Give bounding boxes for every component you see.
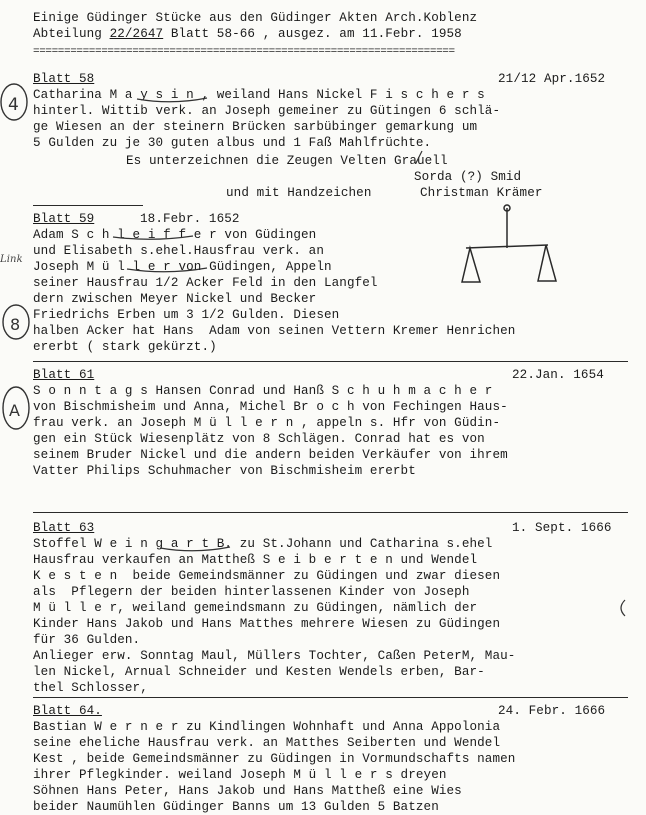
entry-text-line: ihrer Pflegkinder. weiland Joseph M ü l l e r s dreyen (33, 768, 447, 782)
entry-text-line: und Elisabeth s.ehel.Hausfrau verk. an (33, 244, 324, 258)
margin-circle-note (1, 84, 27, 120)
document-title: Einige Güdinger Stücke aus den Güdinger Akten Arch.Koblenz (33, 11, 478, 25)
entry-date-blatt-61: 22.Jan. 1654 (512, 368, 604, 382)
witness-name: Christman Krämer (420, 186, 543, 200)
entry-text-line: ererbt ( stark gekürzt.) (33, 340, 217, 354)
entry-text-line: halben Acker hat Hans Adam von seinen Vettern Kremer Henrichen (33, 324, 516, 338)
margin-note: A (9, 401, 21, 420)
entry-text-line: seinem Bruder Nickel und die andern beiden Verkäufer von ihrem (33, 448, 508, 462)
section-rule (33, 205, 143, 206)
entry-text-line: S o n n t a g s Hansen Conrad und Hanß S c h u h m a c h e r (33, 384, 493, 398)
entry-date-blatt-59: 18.Febr. 1652 (140, 212, 240, 226)
subtitle-suffix: Blatt 58-66 , ausgez. am 11.Febr. 1958 (163, 27, 462, 41)
separator-line: ==================================================================== (33, 46, 455, 58)
entry-heading-blatt-59: Blatt 59 (33, 212, 95, 226)
entry-text-line: als Pflegern der beiden hinterlassenen Kinder von Joseph (33, 585, 470, 599)
entry-text-line: Kinder Hans Jakob und Hans Matthes mehrere Wiesen zu Güdingen (33, 617, 501, 631)
entry-date-blatt-58: 21/12 Apr.1652 (498, 72, 606, 86)
entry-text-line: hinterl. Wittib verk. an Joseph gemeiner zu Gütingen 6 schlä- (33, 104, 501, 118)
entry-text-line: frau verk. an Joseph M ü l l e r n , appeln s. Hfr von Güdin- (33, 416, 501, 430)
handzeichen-text: und mit Handzeichen (226, 186, 372, 200)
entry-text-line: Catharina M a y s i n , weiland Hans Nickel F i s c h e r s (33, 88, 485, 102)
section-rule (33, 512, 628, 513)
entry-text-line: beider Naumühlen Güdinger Banns um 13 Gulden 5 Batzen (33, 800, 439, 814)
margin-circle-note (3, 387, 29, 429)
entry-text-line: Anlieger erw. Sonntag Maul, Müllers Tochter, Caßen PeterM, Mau- (33, 649, 516, 663)
entry-heading-blatt-63: Blatt 63 (33, 521, 95, 535)
margin-note: 8 (10, 315, 21, 334)
entry-text-line: len Nickel, Arnual Schneider und Kesten Wendels erben, Bar- (33, 665, 485, 679)
entry-text-line: ge Wiesen an der steinern Brücken sarbübinger gemarkung um (33, 120, 478, 134)
entry-text-line: seiner Hausfrau 1/2 Acker Feld in den Langfel (33, 276, 378, 290)
entry-text-line: dern zwischen Meyer Nickel und Becker (33, 292, 317, 306)
entry-text-line: M ü l l e r, weiland gemeindsmann zu Güdingen, nämlich der (33, 601, 478, 615)
entry-text-line: Kest , beide Gemeindsmänner zu Güdingen in Vormundschafts namen (33, 752, 516, 766)
entry-text-line: 5 Gulden zu je 30 guten albus und 1 Faß Mahlfrüchte. (33, 136, 432, 150)
entry-date-blatt-64: 24. Febr. 1666 (498, 704, 606, 718)
entry-text-line: Bastian W e r n e r zu Kindlingen Wohnhaft und Anna Appolonia (33, 720, 501, 734)
entry-text-line: seine eheliche Hausfrau verk. an Matthes Seiberten und Wendel (33, 736, 501, 750)
entry-text-line: gen ein Stück Wiesenplätz von 8 Schlägen. Conrad hat es von (33, 432, 485, 446)
entry-text-line: von Bischmisheim und Anna, Michel Br o c h von Fechingen Haus- (33, 400, 508, 414)
archive-reference: 22/2647 (109, 27, 164, 41)
margin-note: Link (0, 254, 23, 265)
entry-text-line: Stoffel W e i n g a r t B. zu St.Johann und Catharina s.ehel (33, 537, 493, 551)
entry-text-line: Adam S c h l e i f f e r von Güdingen (33, 228, 317, 242)
entry-text-line: thel Schlosser, (33, 681, 148, 695)
entry-date-blatt-63: 1. Sept. 1666 (512, 521, 612, 535)
section-rule (33, 697, 628, 698)
entry-heading-blatt-61: Blatt 61 (33, 368, 95, 382)
margin-note: 4 (8, 95, 19, 115)
entry-heading-blatt-64: Blatt 64. (33, 704, 102, 718)
witnesses-line: Es unterzeichnen die Zeugen Velten Grauell (126, 154, 448, 168)
entry-text-line: Joseph M ü l l e r von Güdingen, Appeln (33, 260, 332, 274)
witness-name: Sorda (?) Smid (414, 170, 522, 184)
entry-heading-blatt-58: Blatt 58 (33, 72, 95, 86)
margin-circle-note (3, 305, 29, 339)
section-rule (33, 361, 628, 362)
scales-drawing (462, 205, 556, 282)
subtitle-prefix: Abteilung (33, 27, 110, 41)
document-subtitle (33, 26, 462, 42)
entry-text-line: Friedrichs Erben um 3 1/2 Gulden. Diesen (33, 308, 340, 322)
entry-text-line: K e s t e n beide Gemeindsmänner zu Güdingen und zwar diesen (33, 569, 501, 583)
entry-text-line: Vatter Philips Schuhmacher von Bischmisheim ererbt (33, 464, 416, 478)
entry-text-line: für 36 Gulden. (33, 633, 141, 647)
entry-text-line: Söhnen Hans Peter, Hans Jakob und Hans Mattheß eine Wies (33, 784, 462, 798)
entry-text-line: Hausfrau verkaufen an Mattheß S e i b e r t e n und Wendel (33, 553, 478, 567)
